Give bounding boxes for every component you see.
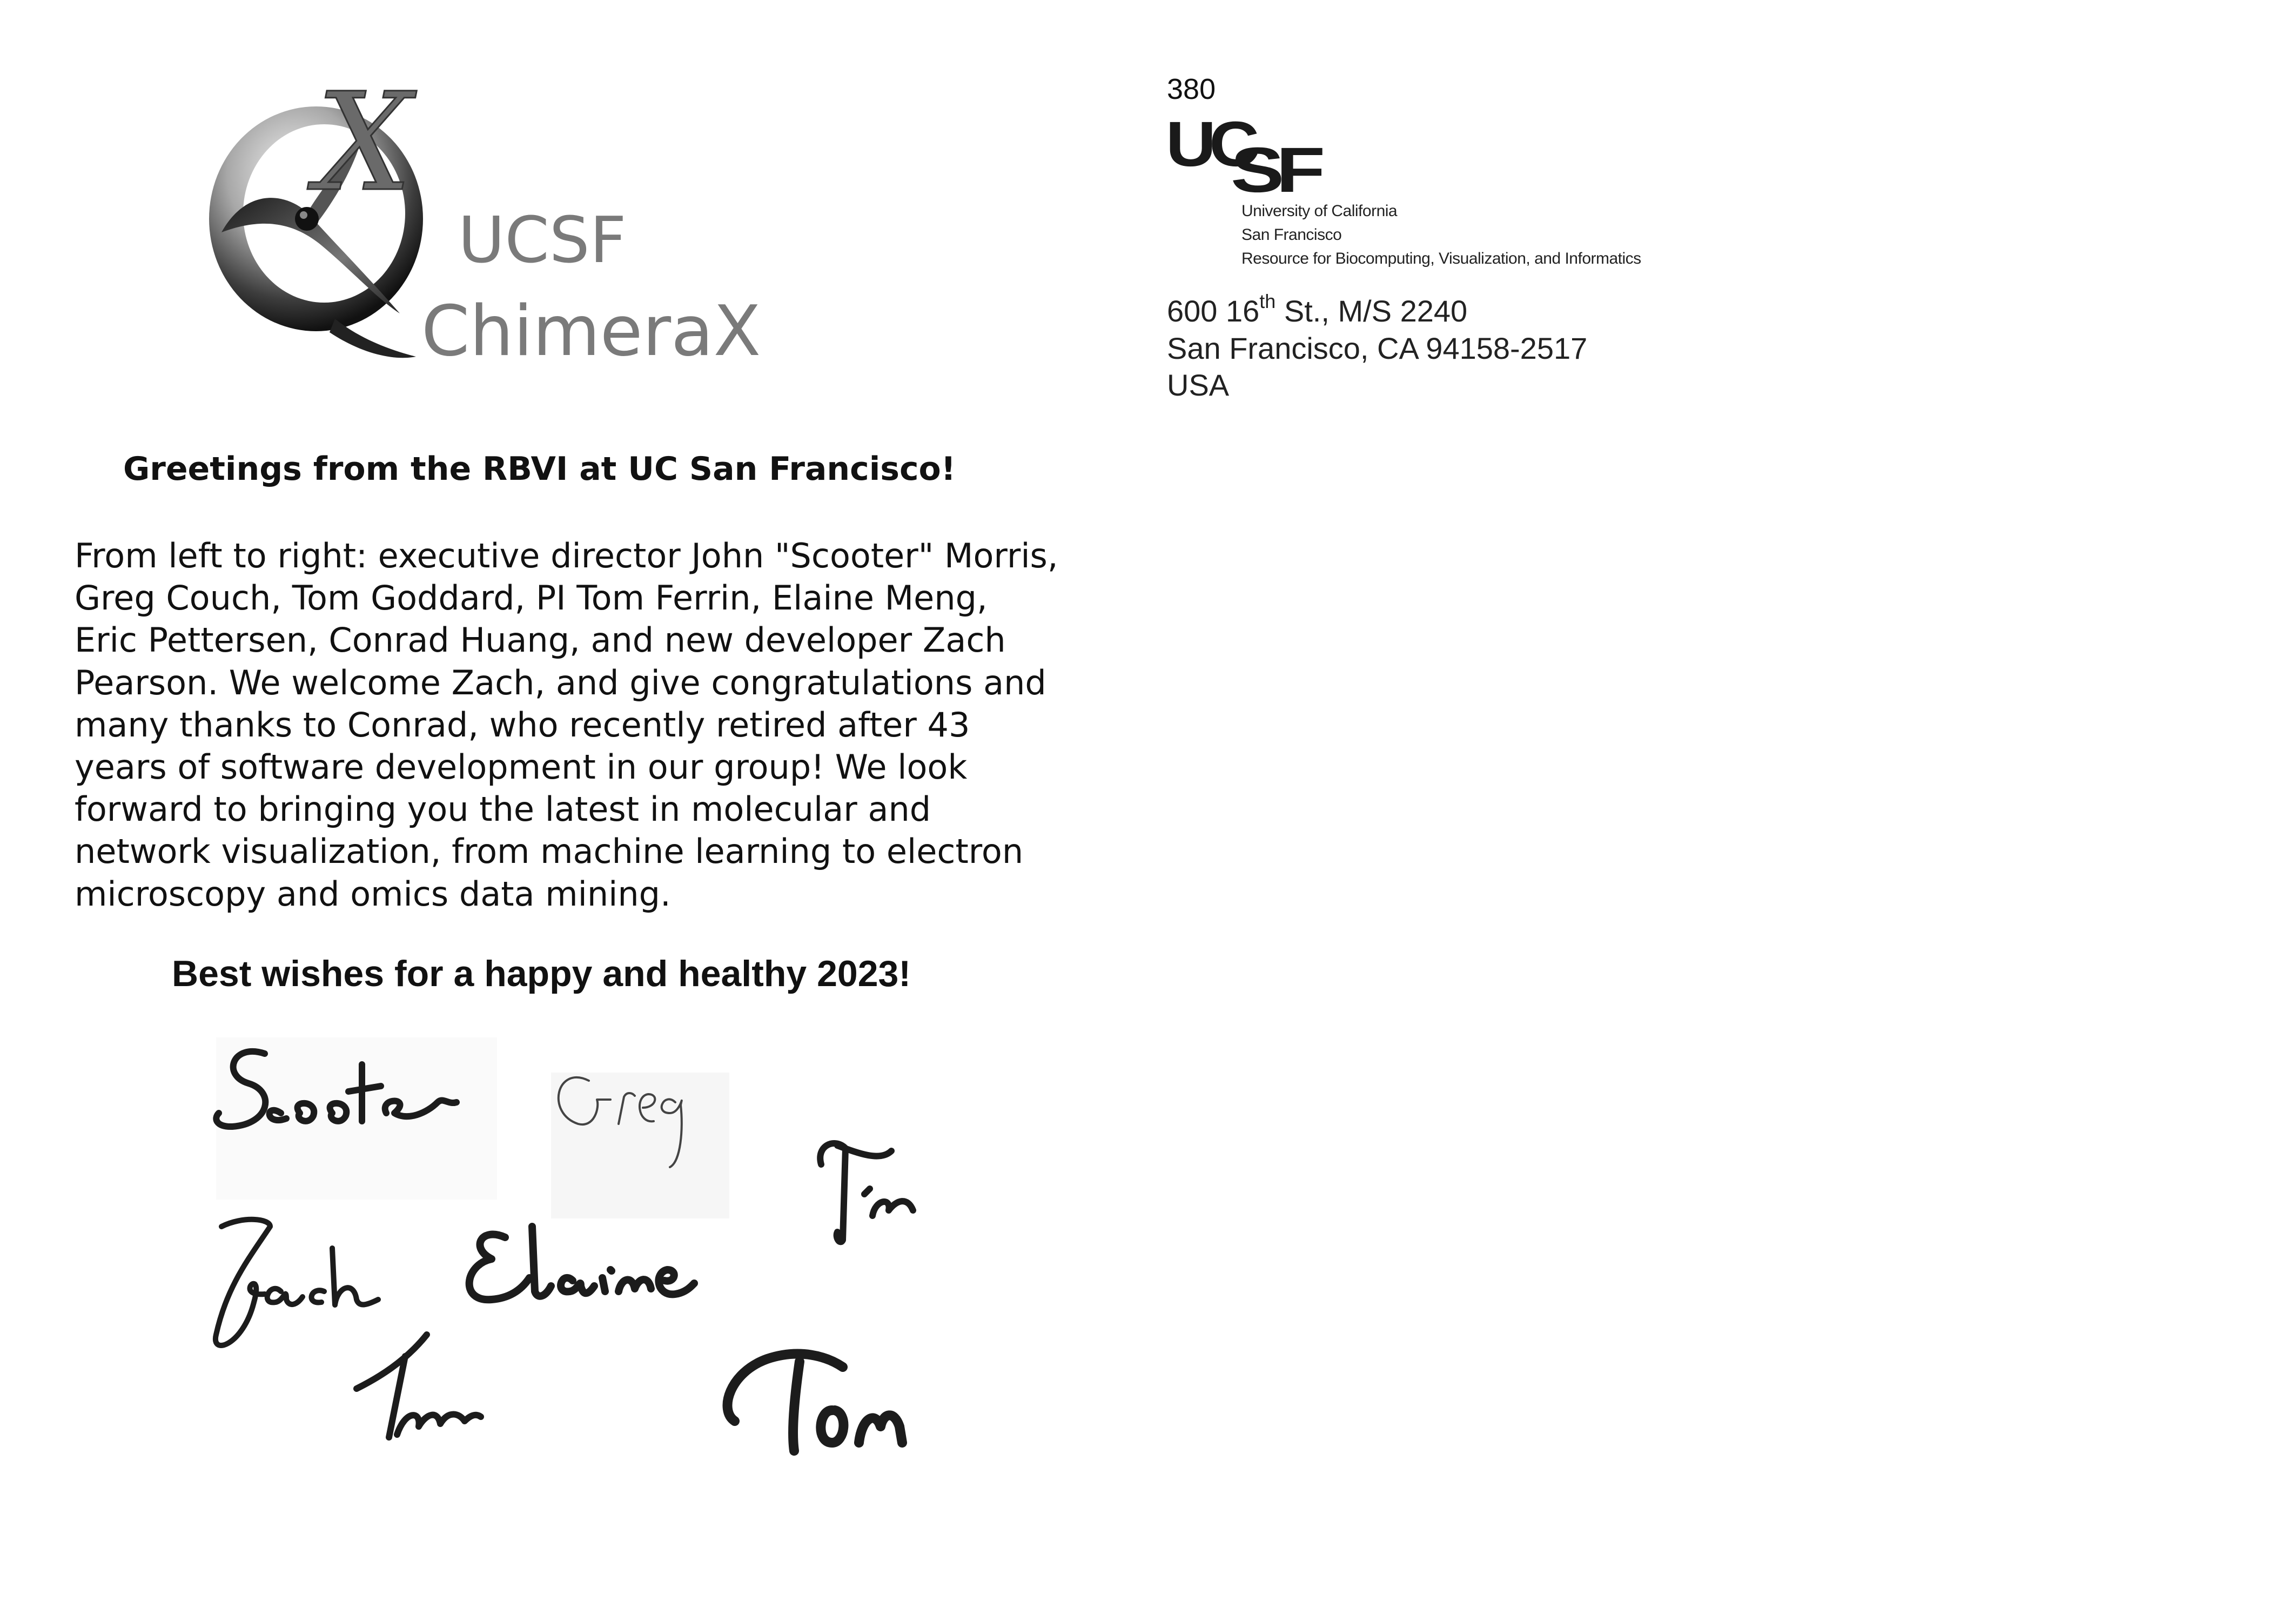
logo-ucsf-text: UCSF — [458, 203, 627, 277]
body-line: network visualization, from machine learning to electron — [75, 832, 1024, 872]
body-line: microscopy and omics data mining. — [75, 874, 671, 914]
affiliation-line: University of California — [1241, 202, 1398, 220]
signature-tom-upper — [820, 1143, 913, 1242]
body-line: many thanks to Conrad, who recently retired after 43 — [75, 705, 970, 745]
closing-wishes: Best wishes for a happy and healthy 2023! — [172, 953, 911, 994]
greeting-heading: Greetings from the RBVI at UC San Francisco! — [123, 450, 956, 488]
logo-chimerax-text: ChimeraX — [421, 291, 761, 372]
signature-greg — [559, 1077, 682, 1167]
affiliation-line: Resource for Biocomputing, Visualization, and Informatics — [1241, 250, 1641, 267]
body-line: From left to right: executive director John "Scooter" Morris, — [75, 536, 1058, 575]
body-line: Pearson. We welcome Zach, and give congratulations and — [75, 662, 1046, 702]
body-line: Greg Couch, Tom Goddard, PI Tom Ferrin, Elaine Meng, — [75, 578, 988, 618]
mail-code: 380 — [1167, 73, 1216, 105]
body-line: Eric Pettersen, Conrad Huang, and new developer Zach — [75, 620, 1006, 660]
address-country: USA — [1167, 368, 1230, 402]
signature-tom-lower-right — [728, 1354, 903, 1451]
signature-tom-lower-left — [357, 1335, 481, 1437]
letter-body — [75, 535, 1112, 915]
address-street: 600 16th St., M/S 2240 — [1167, 290, 1468, 328]
signature-elaine — [469, 1227, 694, 1300]
logo-x-letter: X — [316, 86, 412, 221]
ucsf-logo-uc: UC — [1166, 116, 1258, 180]
body-line: years of software development in our group! We look — [75, 747, 968, 787]
signature-scooter — [216, 1051, 456, 1127]
signature-zach — [216, 1220, 378, 1345]
chimerax-logo-icon — [200, 86, 448, 367]
address-city: San Francisco, CA 94158-2517 — [1167, 331, 1588, 365]
body-line: forward to bringing you the latest in molecular and — [75, 789, 931, 829]
ucsf-logo-sf: SF — [1231, 135, 1322, 197]
ucsf-logo-icon — [1166, 116, 1328, 197]
signatures-image — [200, 1032, 972, 1508]
affiliation-line: San Francisco — [1241, 226, 1342, 244]
